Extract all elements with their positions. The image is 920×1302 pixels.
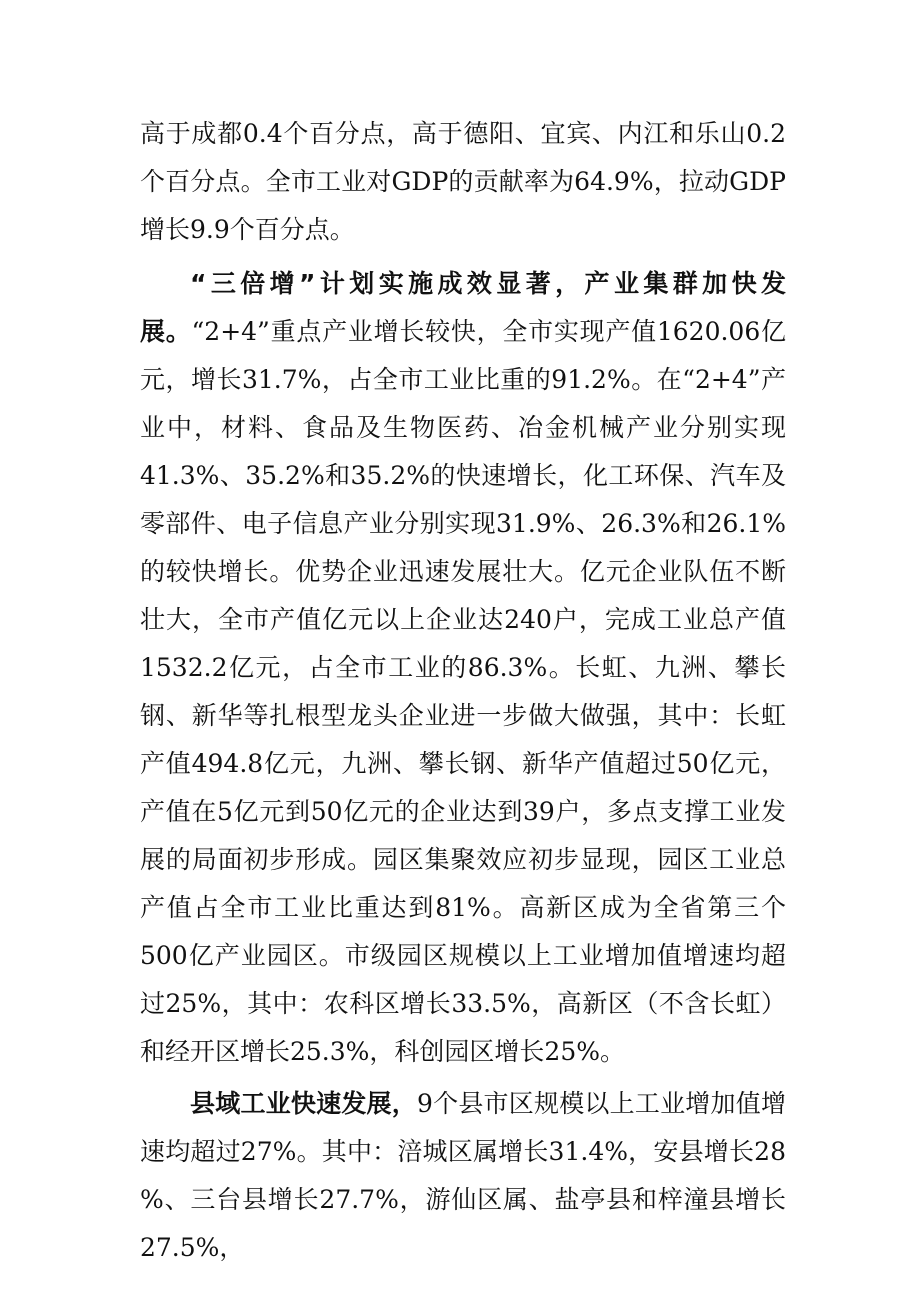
paragraph-1 [140, 110, 786, 254]
paragraph-3-lead: 县域工业快速发展， [190, 1089, 417, 1118]
paragraph-3-text: 9个县市区规模以上工业增加值增速均超过27%。其中：涪城区属增长31.4%，安县增长28 %、三台县增长27.7%，游仙区属、盐亭县和梓潼县增长27.5%， [140, 1089, 786, 1262]
document-body [140, 110, 786, 1272]
paragraph-2-lead: “三倍增”计划实施成效显著，产业集群加快发展。 [140, 269, 786, 346]
paragraph-2 [140, 260, 786, 1076]
paragraph-3 [140, 1080, 786, 1272]
paragraph-1-text: 高于成都0.4个百分点，高于德阳、宜宾、内江和乐山0.2个百分点。全市工业对GDP的贡献率为64.9%，拉动GDP增长9.9个百分点。 [140, 119, 786, 244]
paragraph-2-text: “2+4”重点产业增长较快，全市实现产值1620.06亿元，增长31.7%，占全市工业比重的91.2%。在“2+4”产业中，材料、食品及生物医药、冶金机械产业分别实现41.3%、35.2%和35.2%的快速增长，化工环保、汽车及零部件、电子信息产业分别实现31.9%、26.3%和26.1%的较快增长。优势企业迅速发展壮大。亿元企业队伍不断壮大，全市产值亿元以上企业达240户，完成工业总产值1532.2亿元，占全市工业的86.3%。长虹、九洲、攀长钢、新华等扎根型龙头企业进一步做大做强，其中：长虹产值494.8亿元，九洲、攀长钢、新华产值超过50亿元，产值在5亿元到50亿元的企业达到39户，多点支撑工业发展的局面初步形成。园区集聚效应初步显现，园区工业总产值占全市工业比重达到81%。高新区成为全省第三个500亿产业园区。市级园区规模以上工业增加值增速均超过25%，其中：农科区增长33.5%，高新区（不含长虹）和经开区增长25.3%，科创园区增长25%。 [140, 317, 786, 1066]
